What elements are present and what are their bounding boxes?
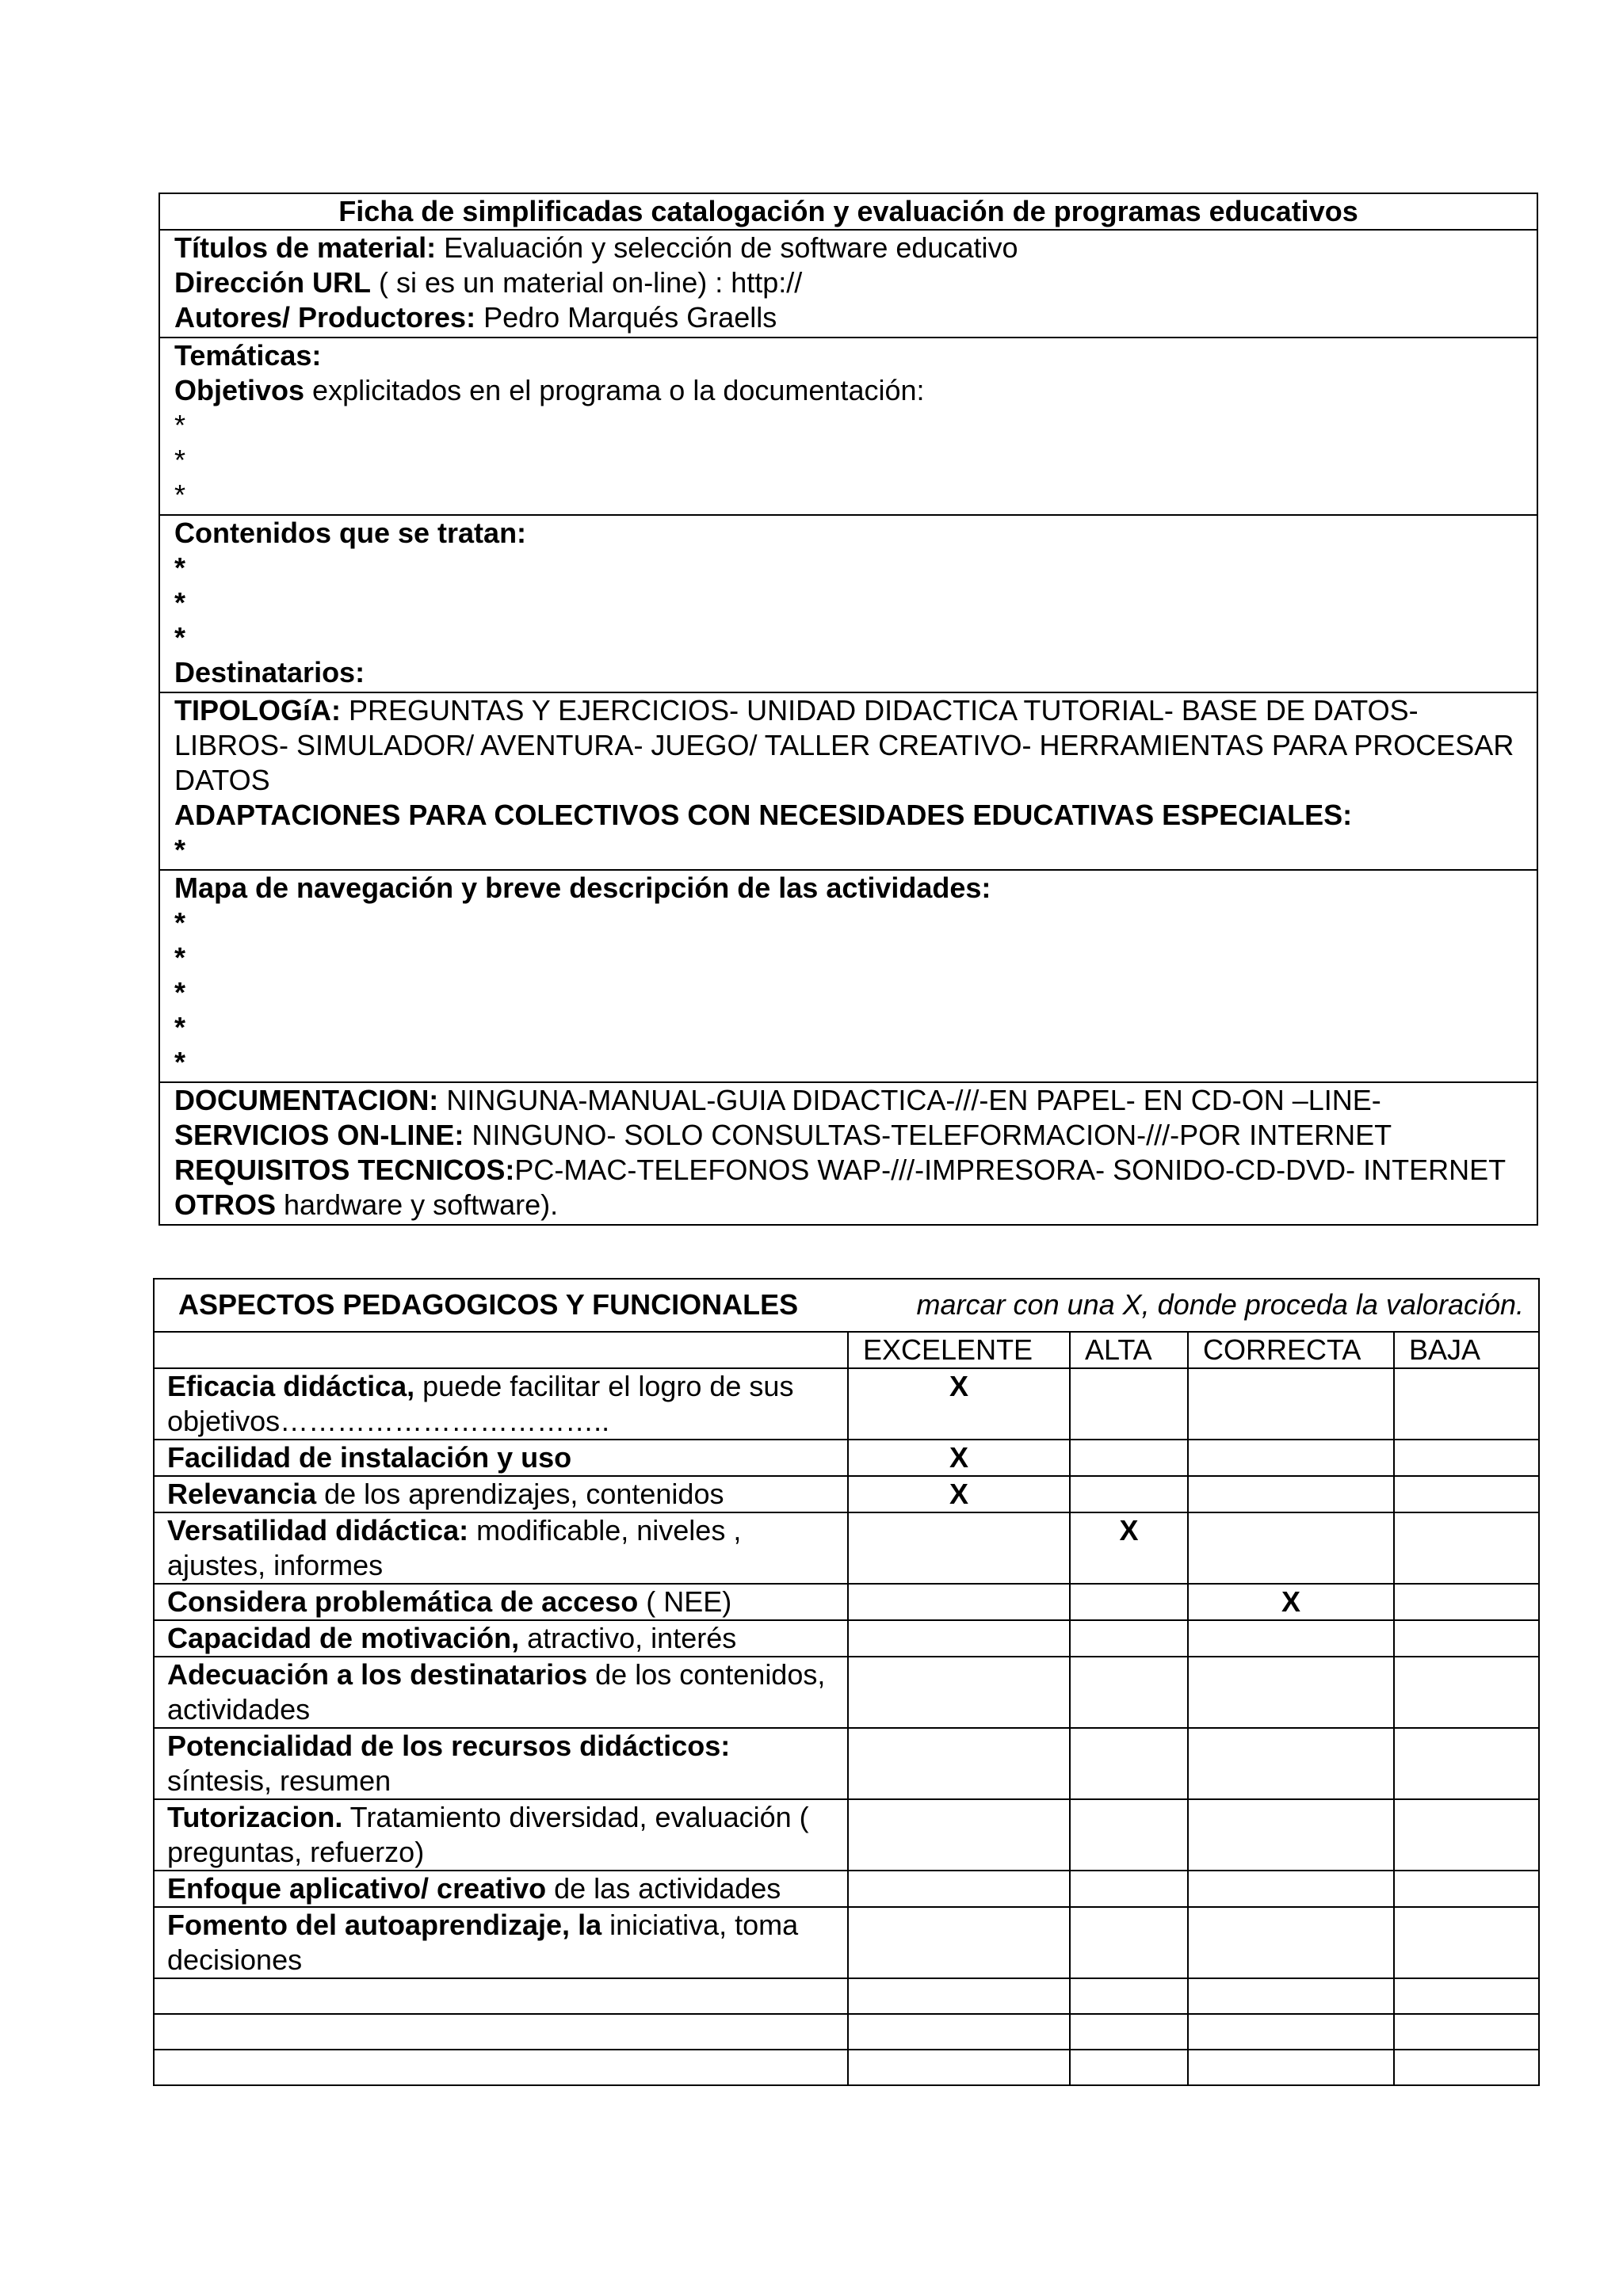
identification-section (160, 229, 1537, 337)
criteria-label-text: de los aprendizajes, contenidos (316, 1478, 724, 1510)
level-excelente: EXCELENTE (848, 1332, 1070, 1368)
servicios-line (174, 1118, 1522, 1153)
mark-correcta[interactable] (1188, 1907, 1394, 1978)
levels-header-empty (154, 1332, 848, 1368)
criteria-label-cell (154, 1620, 848, 1657)
criteria-label-cell (154, 2014, 848, 2050)
titulo-line (174, 231, 1522, 265)
criteria-label-text: de las actividades (546, 1872, 781, 1905)
mark-excelente[interactable] (848, 1584, 1070, 1620)
levels-header-row (154, 1332, 1539, 1368)
servicios-value: NINGUNO- SOLO CONSULTAS-TELEFORMACION-///-POR INTERNET (464, 1119, 1392, 1151)
criteria-label-text: atractivo, interés (519, 1622, 737, 1654)
criteria-label-bold: Capacidad de motivación, (167, 1622, 520, 1654)
tipologia-value: PREGUNTAS Y EJERCICIOS- UNIDAD DIDACTICA TUTORIAL- BASE DE DATOS- LIBROS- SIMULADOR/ AVENTURA- JUEGO/ TALLER CREATIVO- HERRAMIENTAS PARA PROCESAR DATOS (174, 694, 1514, 796)
criteria-row (154, 1476, 1539, 1512)
mark-baja[interactable] (1394, 1657, 1539, 1728)
mark-correcta[interactable] (1188, 1871, 1394, 1907)
mark-excelente[interactable] (848, 2014, 1070, 2050)
criteria-label-text: iniciativa, toma decisiones (167, 1909, 799, 1976)
criteria-label-cell (154, 1799, 848, 1871)
criteria-row (154, 2050, 1539, 2085)
mark-alta[interactable] (1070, 1871, 1188, 1907)
mark-baja[interactable] (1394, 1584, 1539, 1620)
mark-excelente[interactable] (848, 2050, 1070, 2085)
criteria-label-cell (154, 1657, 848, 1728)
contenidos-section (160, 514, 1537, 692)
mark-correcta[interactable] (1188, 1476, 1394, 1512)
mapa-label: Mapa de navegación y breve descripción de las actividades: (174, 871, 991, 904)
criteria-row (154, 1584, 1539, 1620)
mark-correcta[interactable] (1188, 2014, 1394, 2050)
documentacion-value: NINGUNA-MANUAL-GUIA DIDACTICA-///-EN PAPEL- EN CD-ON –LINE- (438, 1084, 1381, 1116)
mark-excelente[interactable]: X (848, 1476, 1070, 1512)
criteria-label-cell (154, 1368, 848, 1440)
mark-alta[interactable] (1070, 2014, 1188, 2050)
criteria-label-text: de los contenidos, actividades (167, 1658, 826, 1726)
mark-alta[interactable] (1070, 1907, 1188, 1978)
tipologia-label: TIPOLOGíA: (174, 694, 341, 727)
bullet-line: * (174, 409, 186, 441)
tipologia-section (160, 692, 1537, 869)
mark-alta[interactable] (1070, 1978, 1188, 2014)
bullet-line: * (174, 621, 186, 654)
autores-label: Autores/ Productores: (174, 301, 476, 334)
evaluation-title: ASPECTOS PEDAGOGICOS Y FUNCIONALES (178, 1288, 799, 1321)
requisitos-line (174, 1153, 1522, 1188)
level-baja: BAJA (1394, 1332, 1539, 1368)
documentacion-line (174, 1083, 1522, 1118)
mark-excelente[interactable] (848, 1657, 1070, 1728)
criteria-row (154, 1871, 1539, 1907)
criteria-row (154, 1440, 1539, 1476)
criteria-label-bold: Relevancia (167, 1478, 317, 1510)
criteria-row (154, 1978, 1539, 2014)
tematicas-line (174, 338, 1522, 373)
mark-alta[interactable] (1070, 1440, 1188, 1476)
mark-correcta[interactable] (1188, 2050, 1394, 2085)
otros-label: OTROS (174, 1188, 277, 1221)
mark-correcta[interactable] (1188, 1512, 1394, 1584)
catalog-sheet (158, 193, 1538, 1226)
tematicas-section (160, 337, 1537, 514)
bullet-line: * (174, 976, 186, 1009)
mark-alta[interactable] (1070, 1476, 1188, 1512)
bullet-line: * (174, 479, 186, 511)
criteria-label-bold: Enfoque aplicativo/ creativo (167, 1872, 547, 1905)
mark-alta[interactable] (1070, 1799, 1188, 1871)
level-correcta: CORRECTA (1188, 1332, 1394, 1368)
criteria-label-cell (154, 1440, 848, 1476)
mark-correcta[interactable] (1188, 1799, 1394, 1871)
contenidos-line (174, 516, 1522, 551)
criteria-label-text: ( NEE) (638, 1585, 732, 1618)
bullet-line: * (174, 551, 186, 584)
mark-baja[interactable] (1394, 1799, 1539, 1871)
evaluation-note: marcar con una X, donde proceda la valoración. (916, 1288, 1525, 1321)
mark-alta[interactable] (1070, 1620, 1188, 1657)
criteria-row (154, 1657, 1539, 1728)
tipologia-line (174, 693, 1522, 798)
criteria-label-bold: Adecuación a los destinatarios (167, 1658, 588, 1691)
mark-correcta[interactable]: X (1188, 1584, 1394, 1620)
criteria-label-bold: Eficacia didáctica, (167, 1370, 415, 1402)
mark-baja[interactable] (1394, 1512, 1539, 1584)
titulo-label: Títulos de material: (174, 231, 437, 264)
mark-baja[interactable] (1394, 1978, 1539, 2014)
mark-excelente[interactable] (848, 1907, 1070, 1978)
criteria-row (154, 2014, 1539, 2050)
bullet-line: * (174, 1011, 186, 1043)
evaluation-header-row (154, 1279, 1539, 1332)
mark-excelente[interactable] (848, 1799, 1070, 1871)
sheet-title (160, 194, 1537, 229)
mark-correcta[interactable] (1188, 1978, 1394, 2014)
criteria-label-text: modificable, niveles , ajustes, informes (167, 1514, 742, 1581)
otros-value: hardware y software). (276, 1188, 559, 1221)
requisitos-label: REQUISITOS TECNICOS: (174, 1154, 515, 1186)
criteria-row (154, 1907, 1539, 1978)
mark-baja[interactable] (1394, 1476, 1539, 1512)
level-alta: ALTA (1070, 1332, 1188, 1368)
url-label: Dirección URL (174, 266, 372, 299)
criteria-label-text: Tratamiento diversidad, evaluación ( preguntas, refuerzo) (167, 1801, 809, 1868)
url-value: ( si es un material on-line) : http:// (371, 266, 803, 299)
criteria-row (154, 1512, 1539, 1584)
mark-baja[interactable] (1394, 1368, 1539, 1440)
criteria-row (154, 1620, 1539, 1657)
bullet-line: * (174, 1046, 186, 1078)
mark-baja[interactable] (1394, 1907, 1539, 1978)
bullet-line: * (174, 444, 186, 476)
destinatarios-line (174, 655, 1522, 690)
mark-baja[interactable] (1394, 1440, 1539, 1476)
mark-alta[interactable] (1070, 2050, 1188, 2085)
objetivos-value: explicitados en el programa o la documentación: (304, 374, 925, 406)
otros-line (174, 1188, 1522, 1222)
sheet-title-text: Ficha de simplificadas catalogación y evaluación de programas educativos (338, 195, 1358, 227)
mapa-line (174, 871, 1522, 906)
evaluation-table (153, 1278, 1540, 2086)
mark-baja[interactable] (1394, 2014, 1539, 2050)
mark-correcta[interactable] (1188, 1620, 1394, 1657)
criteria-label-cell (154, 1871, 848, 1907)
bullet-line: * (174, 833, 186, 866)
documentacion-label: DOCUMENTACION: (174, 1084, 439, 1116)
mark-alta[interactable] (1070, 1368, 1188, 1440)
criteria-row (154, 1728, 1539, 1799)
criteria-label-cell (154, 1512, 848, 1584)
requisitos-value: PC-MAC-TELEFONOS WAP-///-IMPRESORA- SONIDO-CD-DVD- INTERNET (514, 1154, 1507, 1186)
criteria-body (154, 1368, 1539, 2085)
objetivos-line (174, 373, 1522, 408)
mark-alta[interactable]: X (1070, 1512, 1188, 1584)
destinatarios-label: Destinatarios: (174, 656, 365, 688)
criteria-row (154, 1799, 1539, 1871)
servicios-label: SERVICIOS ON-LINE: (174, 1119, 464, 1151)
criteria-label-cell (154, 1728, 848, 1799)
titulo-value: Evaluación y selección de software educativo (436, 231, 1018, 264)
criteria-label-cell (154, 1584, 848, 1620)
mark-baja[interactable] (1394, 1728, 1539, 1799)
criteria-label-text: síntesis, resumen (167, 1764, 391, 1797)
mark-excelente[interactable] (848, 1512, 1070, 1584)
mark-alta[interactable] (1070, 1657, 1188, 1728)
mark-excelente[interactable] (848, 1620, 1070, 1657)
adaptaciones-line (174, 798, 1522, 833)
criteria-label-bold: Considera problemática de acceso (167, 1585, 639, 1618)
mark-excelente[interactable] (848, 1728, 1070, 1799)
mark-excelente[interactable]: X (848, 1368, 1070, 1440)
mark-correcta[interactable] (1188, 1657, 1394, 1728)
mark-excelente[interactable] (848, 1871, 1070, 1907)
criteria-label-bold: Tutorizacion. (167, 1801, 343, 1833)
mark-alta[interactable] (1070, 1728, 1188, 1799)
evaluation-header-cell (154, 1279, 1539, 1332)
autores-value: Pedro Marqués Graells (475, 301, 777, 334)
criteria-label-cell (154, 1907, 848, 1978)
criteria-row (154, 1368, 1539, 1440)
mark-baja[interactable] (1394, 1620, 1539, 1657)
bullet-line: * (174, 941, 186, 974)
adaptaciones-label: ADAPTACIONES PARA COLECTIVOS CON NECESIDADES EDUCATIVAS ESPECIALES: (174, 799, 1353, 831)
criteria-label-bold: Facilidad de instalación y uso (167, 1441, 572, 1474)
criteria-label-cell (154, 1978, 848, 2014)
criteria-label-bold: Fomento del autoaprendizaje, la (167, 1909, 602, 1941)
mark-correcta[interactable] (1188, 1728, 1394, 1799)
mark-excelente[interactable] (848, 1978, 1070, 2014)
mark-baja[interactable] (1394, 1871, 1539, 1907)
mark-excelente[interactable]: X (848, 1440, 1070, 1476)
tematicas-label: Temáticas: (174, 339, 322, 372)
criteria-label-text: puede facilitar el logro de sus objetivos…………………………….. (167, 1370, 794, 1437)
bullet-line: * (174, 586, 186, 619)
criteria-label-bold: Potencialidad de los recursos didácticos: (167, 1730, 731, 1762)
criteria-label-bold: Versatilidad didáctica: (167, 1514, 469, 1547)
url-line (174, 265, 1522, 300)
objetivos-label: Objetivos (174, 374, 305, 406)
mark-correcta[interactable] (1188, 1368, 1394, 1440)
contenidos-label: Contenidos que se tratan: (174, 517, 527, 549)
bullet-line: * (174, 906, 186, 939)
mark-correcta[interactable] (1188, 1440, 1394, 1476)
autores-line (174, 300, 1522, 335)
mark-baja[interactable] (1394, 2050, 1539, 2085)
criteria-label-cell (154, 2050, 848, 2085)
criteria-label-cell (154, 1476, 848, 1512)
mapa-section (160, 869, 1537, 1081)
documentacion-section (160, 1081, 1537, 1224)
mark-alta[interactable] (1070, 1584, 1188, 1620)
